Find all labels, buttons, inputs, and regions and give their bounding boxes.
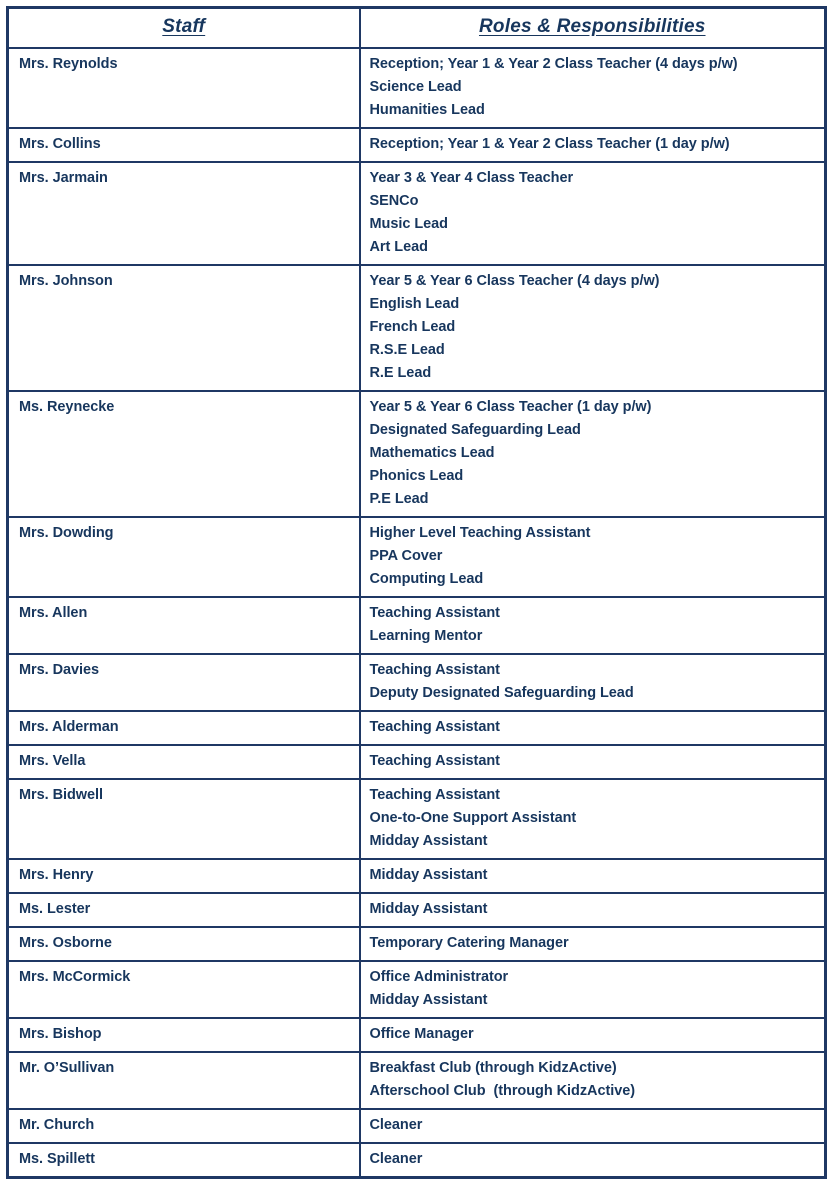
role-line: SENCo [369, 193, 419, 209]
role-line: One-to-One Support Assistant [369, 810, 577, 826]
staff-name: Mrs. Alderman [19, 719, 119, 735]
role-line: Music Lead [369, 216, 448, 232]
role-line: Midday Assistant [369, 867, 488, 883]
role-line: Teaching Assistant [369, 605, 500, 621]
staff-name-cell [8, 1052, 360, 1109]
table-row [8, 893, 826, 927]
header-row [8, 8, 826, 49]
table-row [8, 654, 826, 711]
table-row [8, 859, 826, 893]
role-line: Breakfast Club (through KidzActive) [369, 1060, 617, 1076]
role-line: Year 3 & Year 4 Class Teacher [369, 170, 574, 186]
roles-cell [360, 128, 826, 162]
table-row [8, 927, 826, 961]
table-row [8, 265, 826, 391]
role-line: Midday Assistant [369, 992, 488, 1008]
role-line: PPA Cover [369, 548, 443, 564]
role-line: Midday Assistant [369, 833, 488, 849]
roles-cell [360, 1109, 826, 1143]
staff-name-cell [8, 1109, 360, 1143]
staff-name: Mrs. Davies [19, 662, 100, 678]
role-line: Cleaner [369, 1151, 423, 1167]
staff-name-cell [8, 517, 360, 597]
roles-cell [360, 162, 826, 265]
staff-name-cell [8, 1018, 360, 1052]
roles-cell [360, 517, 826, 597]
role-line: English Lead [369, 296, 460, 312]
table-row [8, 48, 826, 128]
staff-name-cell [8, 1143, 360, 1178]
staff-name: Mr. Church [19, 1117, 95, 1133]
column-header-staff-label: Staff [162, 16, 206, 37]
table-row [8, 1143, 826, 1178]
role-line: Designated Safeguarding Lead [369, 422, 581, 438]
staff-name: Mrs. Bidwell [19, 787, 103, 803]
role-line: Year 5 & Year 6 Class Teacher (4 days p/w) [369, 273, 660, 289]
staff-name: Ms. Spillett [19, 1151, 95, 1167]
table-row [8, 1018, 826, 1052]
role-line: Learning Mentor [369, 628, 483, 644]
staff-name: Mrs. Osborne [19, 935, 112, 951]
role-line: Higher Level Teaching Assistant [369, 525, 591, 541]
staff-name: Mrs. Vella [19, 753, 86, 769]
roles-cell [360, 265, 826, 391]
table-header [8, 8, 826, 49]
table-row [8, 517, 826, 597]
staff-name: Mrs. Dowding [19, 525, 114, 541]
staff-name-cell [8, 745, 360, 779]
roles-cell [360, 1143, 826, 1178]
roles-cell [360, 1018, 826, 1052]
staff-name-cell [8, 597, 360, 654]
staff-name-cell [8, 779, 360, 859]
role-line: Mathematics Lead [369, 445, 495, 461]
staff-name-cell [8, 893, 360, 927]
table-row [8, 961, 826, 1018]
role-line: Cleaner [369, 1117, 423, 1133]
staff-name-cell [8, 961, 360, 1018]
role-line: Reception; Year 1 & Year 2 Class Teacher (4 days p/w) [369, 56, 738, 72]
staff-name-cell [8, 162, 360, 265]
staff-name: Mrs. Jarmain [19, 170, 108, 186]
roles-cell [360, 48, 826, 128]
role-line: Temporary Catering Manager [369, 935, 569, 951]
role-line: Humanities Lead [369, 102, 485, 118]
role-line: Teaching Assistant [369, 662, 500, 678]
staff-name-cell [8, 711, 360, 745]
role-line: French Lead [369, 319, 456, 335]
roles-cell [360, 859, 826, 893]
table-row [8, 391, 826, 517]
role-line: R.S.E Lead [369, 342, 445, 358]
staff-name: Mrs. Collins [19, 136, 101, 152]
staff-name: Mrs. Henry [19, 867, 94, 883]
roles-cell [360, 779, 826, 859]
roles-cell [360, 597, 826, 654]
staff-name: Mrs. Johnson [19, 273, 113, 289]
staff-name: Ms. Lester [19, 901, 91, 917]
roles-cell [360, 961, 826, 1018]
table-row [8, 711, 826, 745]
role-line: Teaching Assistant [369, 753, 500, 769]
table-body [8, 48, 826, 1178]
role-line: Phonics Lead [369, 468, 464, 484]
staff-name-cell [8, 48, 360, 128]
staff-name: Mrs. Reynolds [19, 56, 118, 72]
staff-name-cell [8, 927, 360, 961]
role-line: Year 5 & Year 6 Class Teacher (1 day p/w) [369, 399, 652, 415]
role-line: R.E Lead [369, 365, 432, 381]
staff-name: Mrs. Allen [19, 605, 88, 621]
staff-name: Ms. Reynecke [19, 399, 115, 415]
role-line: Science Lead [369, 79, 462, 95]
role-line: Computing Lead [369, 571, 484, 587]
role-line: Reception; Year 1 & Year 2 Class Teacher (1 day p/w) [369, 136, 730, 152]
staff-name-cell [8, 859, 360, 893]
staff-name-cell [8, 128, 360, 162]
role-line: Deputy Designated Safeguarding Lead [369, 685, 634, 701]
table-row [8, 745, 826, 779]
role-line: Art Lead [369, 239, 428, 255]
role-line: Teaching Assistant [369, 719, 500, 735]
table-row [8, 128, 826, 162]
roles-cell [360, 654, 826, 711]
role-line: P.E Lead [369, 491, 429, 507]
table-row [8, 779, 826, 859]
staff-name-cell [8, 391, 360, 517]
staff-roles-table [6, 6, 827, 1179]
roles-cell [360, 927, 826, 961]
table-row [8, 597, 826, 654]
roles-cell [360, 711, 826, 745]
column-header-staff [8, 8, 360, 49]
roles-cell [360, 1052, 826, 1109]
column-header-roles-label: Roles & Responsibilities [478, 16, 706, 37]
role-line: Office Manager [369, 1026, 474, 1042]
staff-name-cell [8, 265, 360, 391]
staff-name: Mrs. Bishop [19, 1026, 102, 1042]
role-line: Afterschool Club (through KidzActive) [369, 1083, 636, 1099]
table-row [8, 162, 826, 265]
roles-cell [360, 745, 826, 779]
staff-name-cell [8, 654, 360, 711]
staff-name: Mrs. McCormick [19, 969, 131, 985]
staff-name: Mr. O’Sullivan [19, 1060, 115, 1076]
column-header-roles [360, 8, 826, 49]
roles-cell [360, 893, 826, 927]
table-row [8, 1109, 826, 1143]
role-line: Teaching Assistant [369, 787, 500, 803]
role-line: Midday Assistant [369, 901, 488, 917]
table-row [8, 1052, 826, 1109]
role-line: Office Administrator [369, 969, 509, 985]
roles-cell [360, 391, 826, 517]
